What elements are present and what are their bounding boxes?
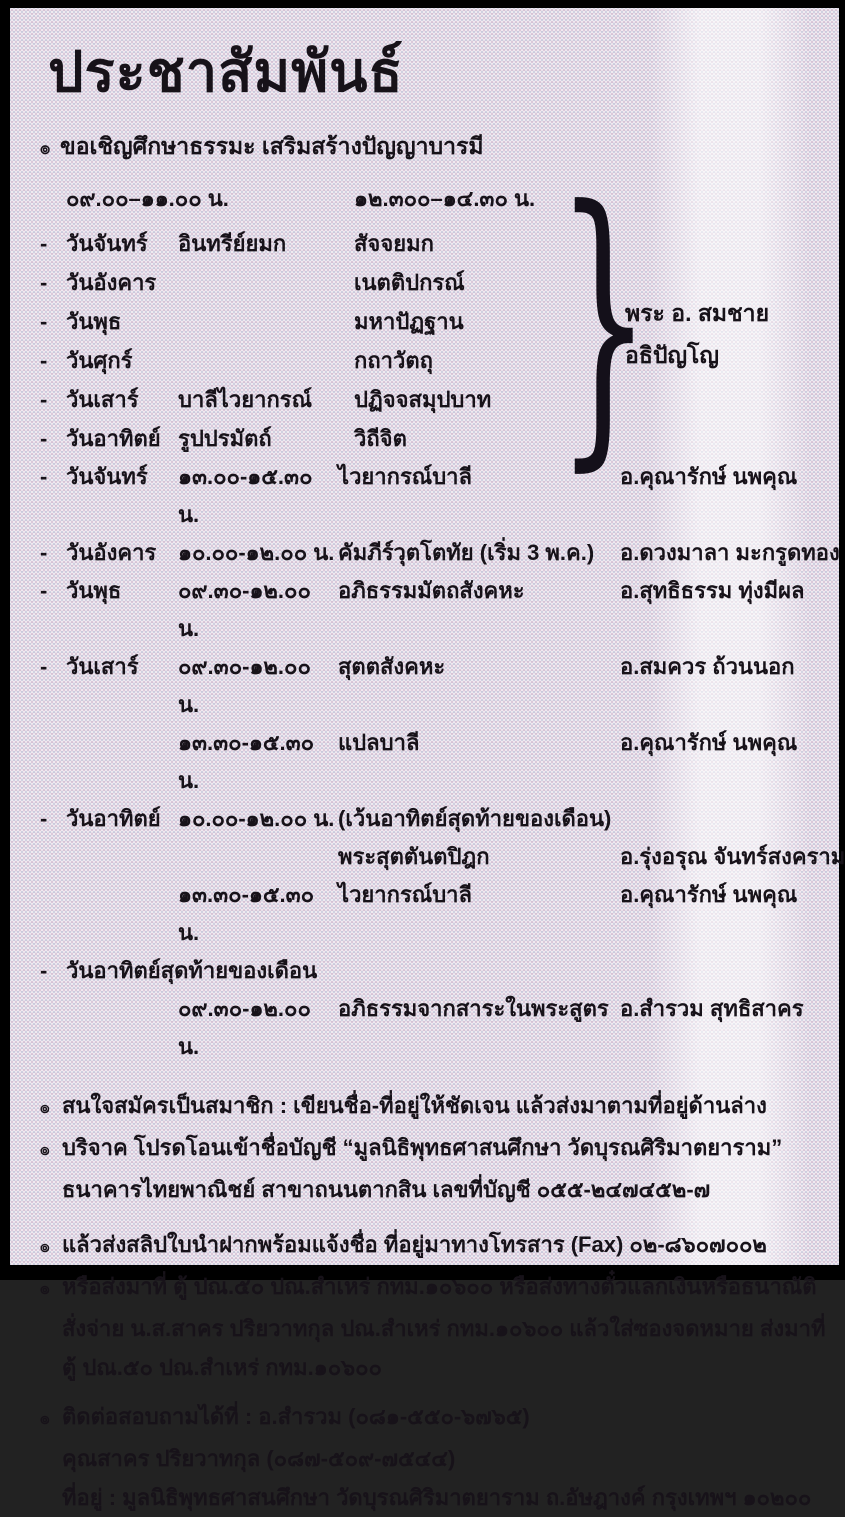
- teacher-name: อ.ดวงมาลา มะกรูดทอง: [620, 539, 840, 565]
- teacher-name: อ.สำรวม สุทธิสาคร: [620, 995, 804, 1021]
- teacher-name: อ.รุ่งอรุณ จันทร์สงคราม: [620, 843, 845, 869]
- day-label: วันเสาร์: [66, 386, 139, 412]
- schedule-row: [40, 876, 839, 952]
- morning-subject: [178, 302, 354, 341]
- monk-teacher-name: [625, 292, 769, 376]
- day-label: วันจันทร์: [66, 230, 148, 256]
- page-content: [10, 8, 845, 1517]
- note-text: ตู้ ปณ.๕๐ ปณ.สำเหร่ กทม.๑๐๖๐๐: [62, 1354, 382, 1380]
- schedule-row: [40, 572, 839, 648]
- time-label: ๑๐.๐๐-๑๒.๐๐ น.: [178, 539, 335, 565]
- note-mail-po-box: [40, 1267, 839, 1309]
- subject-label: คัมภีร์วุตโตทัย (เริ่ม 3 พ.ค.): [338, 539, 595, 565]
- fongman-bullet-icon: ๏: [40, 1410, 50, 1428]
- invite-heading: ขอเชิญศึกษาธรรมะ เสริมสร้างปัญญาบารมี: [60, 132, 484, 159]
- day-label: วันศุกร์: [66, 347, 133, 373]
- fongman-bullet-icon: ๏: [40, 138, 51, 158]
- row-dash: [40, 838, 66, 876]
- schedule-row: [40, 380, 839, 419]
- morning-time-header: ๐๙.๐๐–๑๑.๐๐ น.: [66, 185, 229, 211]
- time-label: ๐๙.๓๐-๑๒.๐๐ น.: [178, 653, 311, 717]
- note-text: คุณสาคร ปริยวาทกุล (๐๘๗-๕๐๙-๗๕๔๔): [62, 1445, 456, 1471]
- schedule-row: [40, 648, 839, 724]
- day-label: วันพุธ: [66, 308, 122, 334]
- note-text: หรือส่งมาที่ ตู้ ปณ.๕๐ ปณ.สำเหร่ กทม.๑๐๖๐๐ หรือส่งทางตั๋วแลกเงินหรือธนาณัติ: [62, 1273, 817, 1299]
- spacer: [40, 181, 66, 216]
- morning-subject: [178, 263, 354, 302]
- note-money-order: [40, 1309, 839, 1348]
- fongman-bullet-icon: ๏: [40, 1238, 50, 1256]
- time-label: ๐๙.๓๐-๑๒.๐๐ น.: [178, 995, 311, 1059]
- last-sunday-label: วันอาทิตย์สุดท้ายของเดือน: [66, 957, 318, 983]
- schedule-row: [40, 724, 839, 800]
- subject-label: (เว้นอาทิตย์สุดท้ายของเดือน): [338, 805, 612, 831]
- note-foundation-address: [40, 1478, 839, 1517]
- note-text: แล้วส่งสลิปใบนำฝากพร้อมแจ้งชื่อ ที่อยู่มาทางโทรสาร (Fax) ๐๒-๘๖๐๗๐๐๒: [62, 1231, 767, 1257]
- right-brace-icon: }: [556, 146, 652, 496]
- schedule-row: [40, 224, 839, 263]
- note-text: สนใจสมัครเป็นสมาชิก : เขียนชื่อ-ที่อยู่ให้ชัดเจน แล้วส่งมาตามที่อยู่ด้านล่าง: [62, 1092, 767, 1118]
- morning-subject: อินทรีย์ยมก: [178, 230, 287, 256]
- time-label: ๐๙.๓๐-๑๒.๐๐ น.: [178, 577, 311, 641]
- row-dash: -: [40, 386, 48, 412]
- morning-subject: [178, 341, 354, 380]
- last-sunday-schedule-row: [40, 990, 839, 1066]
- row-dash: -: [40, 230, 48, 256]
- invite-heading-line: [40, 129, 839, 165]
- schedule-row: [40, 800, 839, 838]
- afternoon-subject: ปฏิจจสมุปบาท: [354, 386, 492, 412]
- note-text: สั่งจ่าย น.ส.สาคร ปริยวาทกุล ปณ.สำเหร่ กทม.๑๐๖๐๐ แล้วใส่ซองจดหมาย ส่งมาที่: [62, 1315, 826, 1341]
- note-contact-2: [40, 1439, 839, 1478]
- note-text: บริจาค โปรดโอนเข้าชื่อบัญชี “มูลนิธิพุทธศาสนศึกษา วัดบุรณศิริมาตยาราม”: [62, 1134, 783, 1160]
- fongman-bullet-icon: ๏: [40, 1141, 50, 1159]
- announcement-page: [10, 8, 845, 1510]
- monk-teacher-line2: อธิปัญโญ: [625, 341, 719, 368]
- row-dash: -: [40, 347, 48, 373]
- row-dash: -: [40, 308, 48, 334]
- row-dash: -: [40, 805, 48, 831]
- time-label: ๑๓.๓๐-๑๕.๓๐ น.: [178, 881, 315, 945]
- day-label: วันอาทิตย์: [66, 805, 161, 831]
- day-label: [66, 724, 178, 800]
- afternoon-subject: กถาวัตถุ: [354, 347, 433, 373]
- time-label: ๑๐.๐๐-๑๒.๐๐ น.: [178, 805, 335, 831]
- note-donation: [40, 1128, 839, 1170]
- morning-subject: รูปปรมัตถ์: [178, 425, 272, 451]
- time-label: ๑๓.๓๐-๑๕.๓๐ น.: [178, 729, 315, 793]
- note-fax: [40, 1225, 839, 1267]
- day-label: วันจันทร์: [66, 463, 148, 489]
- row-dash: -: [40, 539, 48, 565]
- subject-label: ไวยากรณ์บาลี: [338, 881, 473, 907]
- page-title: ประชาสัมพันธ์: [48, 40, 404, 103]
- row-dash: -: [40, 653, 48, 679]
- subject-label: สุตตสังคหะ: [338, 653, 446, 679]
- time-label: [178, 838, 338, 876]
- teacher-name: [620, 800, 839, 838]
- row-dash: [40, 724, 66, 800]
- schedule-row: [40, 838, 845, 876]
- spacer: [40, 990, 178, 1066]
- subject-label: แปลบาลี: [338, 729, 420, 755]
- day-label: วันพุธ: [66, 577, 122, 603]
- row-dash: -: [40, 957, 48, 983]
- teacher-name: อ.คุณารักษ์ นพคุณ: [620, 881, 798, 907]
- time-label: ๑๓.๐๐-๑๕.๓๐ น.: [178, 463, 313, 527]
- schedule-row: [40, 458, 839, 534]
- row-dash: -: [40, 577, 48, 603]
- note-membership: [40, 1086, 839, 1128]
- subject-label: ไวยากรณ์บาลี: [338, 463, 473, 489]
- row-dash: [40, 876, 66, 952]
- fongman-bullet-icon: ๏: [40, 1099, 50, 1117]
- note-text: ติดต่อสอบถามได้ที่ : อ.สำรวม (๐๘๑-๕๕๐-๖๗๖๕): [62, 1403, 530, 1429]
- schedule-row: [40, 534, 839, 572]
- afternoon-subject: สัจจยมก: [354, 230, 434, 256]
- day-label: วันอังคาร: [66, 269, 157, 295]
- teacher-name: อ.คุณารักษ์ นพคุณ: [620, 729, 798, 755]
- subject-label: พระสุตตันตปิฎก: [338, 843, 490, 869]
- schedule-row: [40, 419, 839, 458]
- time-header-row: [40, 181, 839, 216]
- fongman-bullet-icon: ๏: [40, 1280, 50, 1298]
- note-bank-account: [40, 1170, 839, 1209]
- schedule-block-lay-teachers: [40, 458, 845, 1066]
- day-label: วันเสาร์: [66, 653, 139, 679]
- afternoon-subject: วิถีจิต: [354, 425, 407, 451]
- monk-teacher-line1: พระ อ. สมชาย: [625, 299, 770, 326]
- subject-label: อภิธรรมจากสาระในพระสูตร: [338, 995, 609, 1021]
- afternoon-subject: เนตติปกรณ์: [354, 269, 465, 295]
- row-dash: -: [40, 269, 48, 295]
- teacher-name: อ.คุณารักษ์ นพคุณ: [620, 463, 798, 489]
- morning-subject: บาลีไวยากรณ์: [178, 386, 313, 412]
- afternoon-time-header: ๑๒.๓๐๐–๑๔.๓๐ น.: [354, 185, 536, 211]
- note-text: ธนาคารไทยพาณิชย์ สาขาถนนตากสิน เลขที่บัญชี ๐๕๕-๒๔๗๔๕๒-๗: [62, 1176, 711, 1202]
- row-dash: -: [40, 425, 48, 451]
- day-label: [66, 876, 178, 952]
- teacher-name: อ.สมควร ถ้วนนอก: [620, 653, 795, 679]
- row-dash: -: [40, 463, 48, 489]
- day-label: [66, 838, 178, 876]
- afternoon-subject: มหาปัฏฐาน: [354, 308, 464, 334]
- note-po-box-address: [40, 1348, 839, 1387]
- teacher-name: อ.สุทธิธรรม ทุ่งมีผล: [620, 577, 805, 603]
- note-text: ที่อยู่ : มูลนิธิพุทธศาสนศึกษา วัดบุรณศิริมาตยาราม ถ.อัษฎางค์ กรุงเทพฯ ๑๐๒๐๐: [62, 1484, 812, 1510]
- notes-section: [40, 1086, 839, 1517]
- note-contact: [40, 1397, 839, 1439]
- subject-label: อภิธรรมมัตถสังคหะ: [338, 577, 525, 603]
- last-sunday-label-row: [40, 952, 839, 990]
- day-label: วันอาทิตย์: [66, 425, 161, 451]
- day-label: วันอังคาร: [66, 539, 157, 565]
